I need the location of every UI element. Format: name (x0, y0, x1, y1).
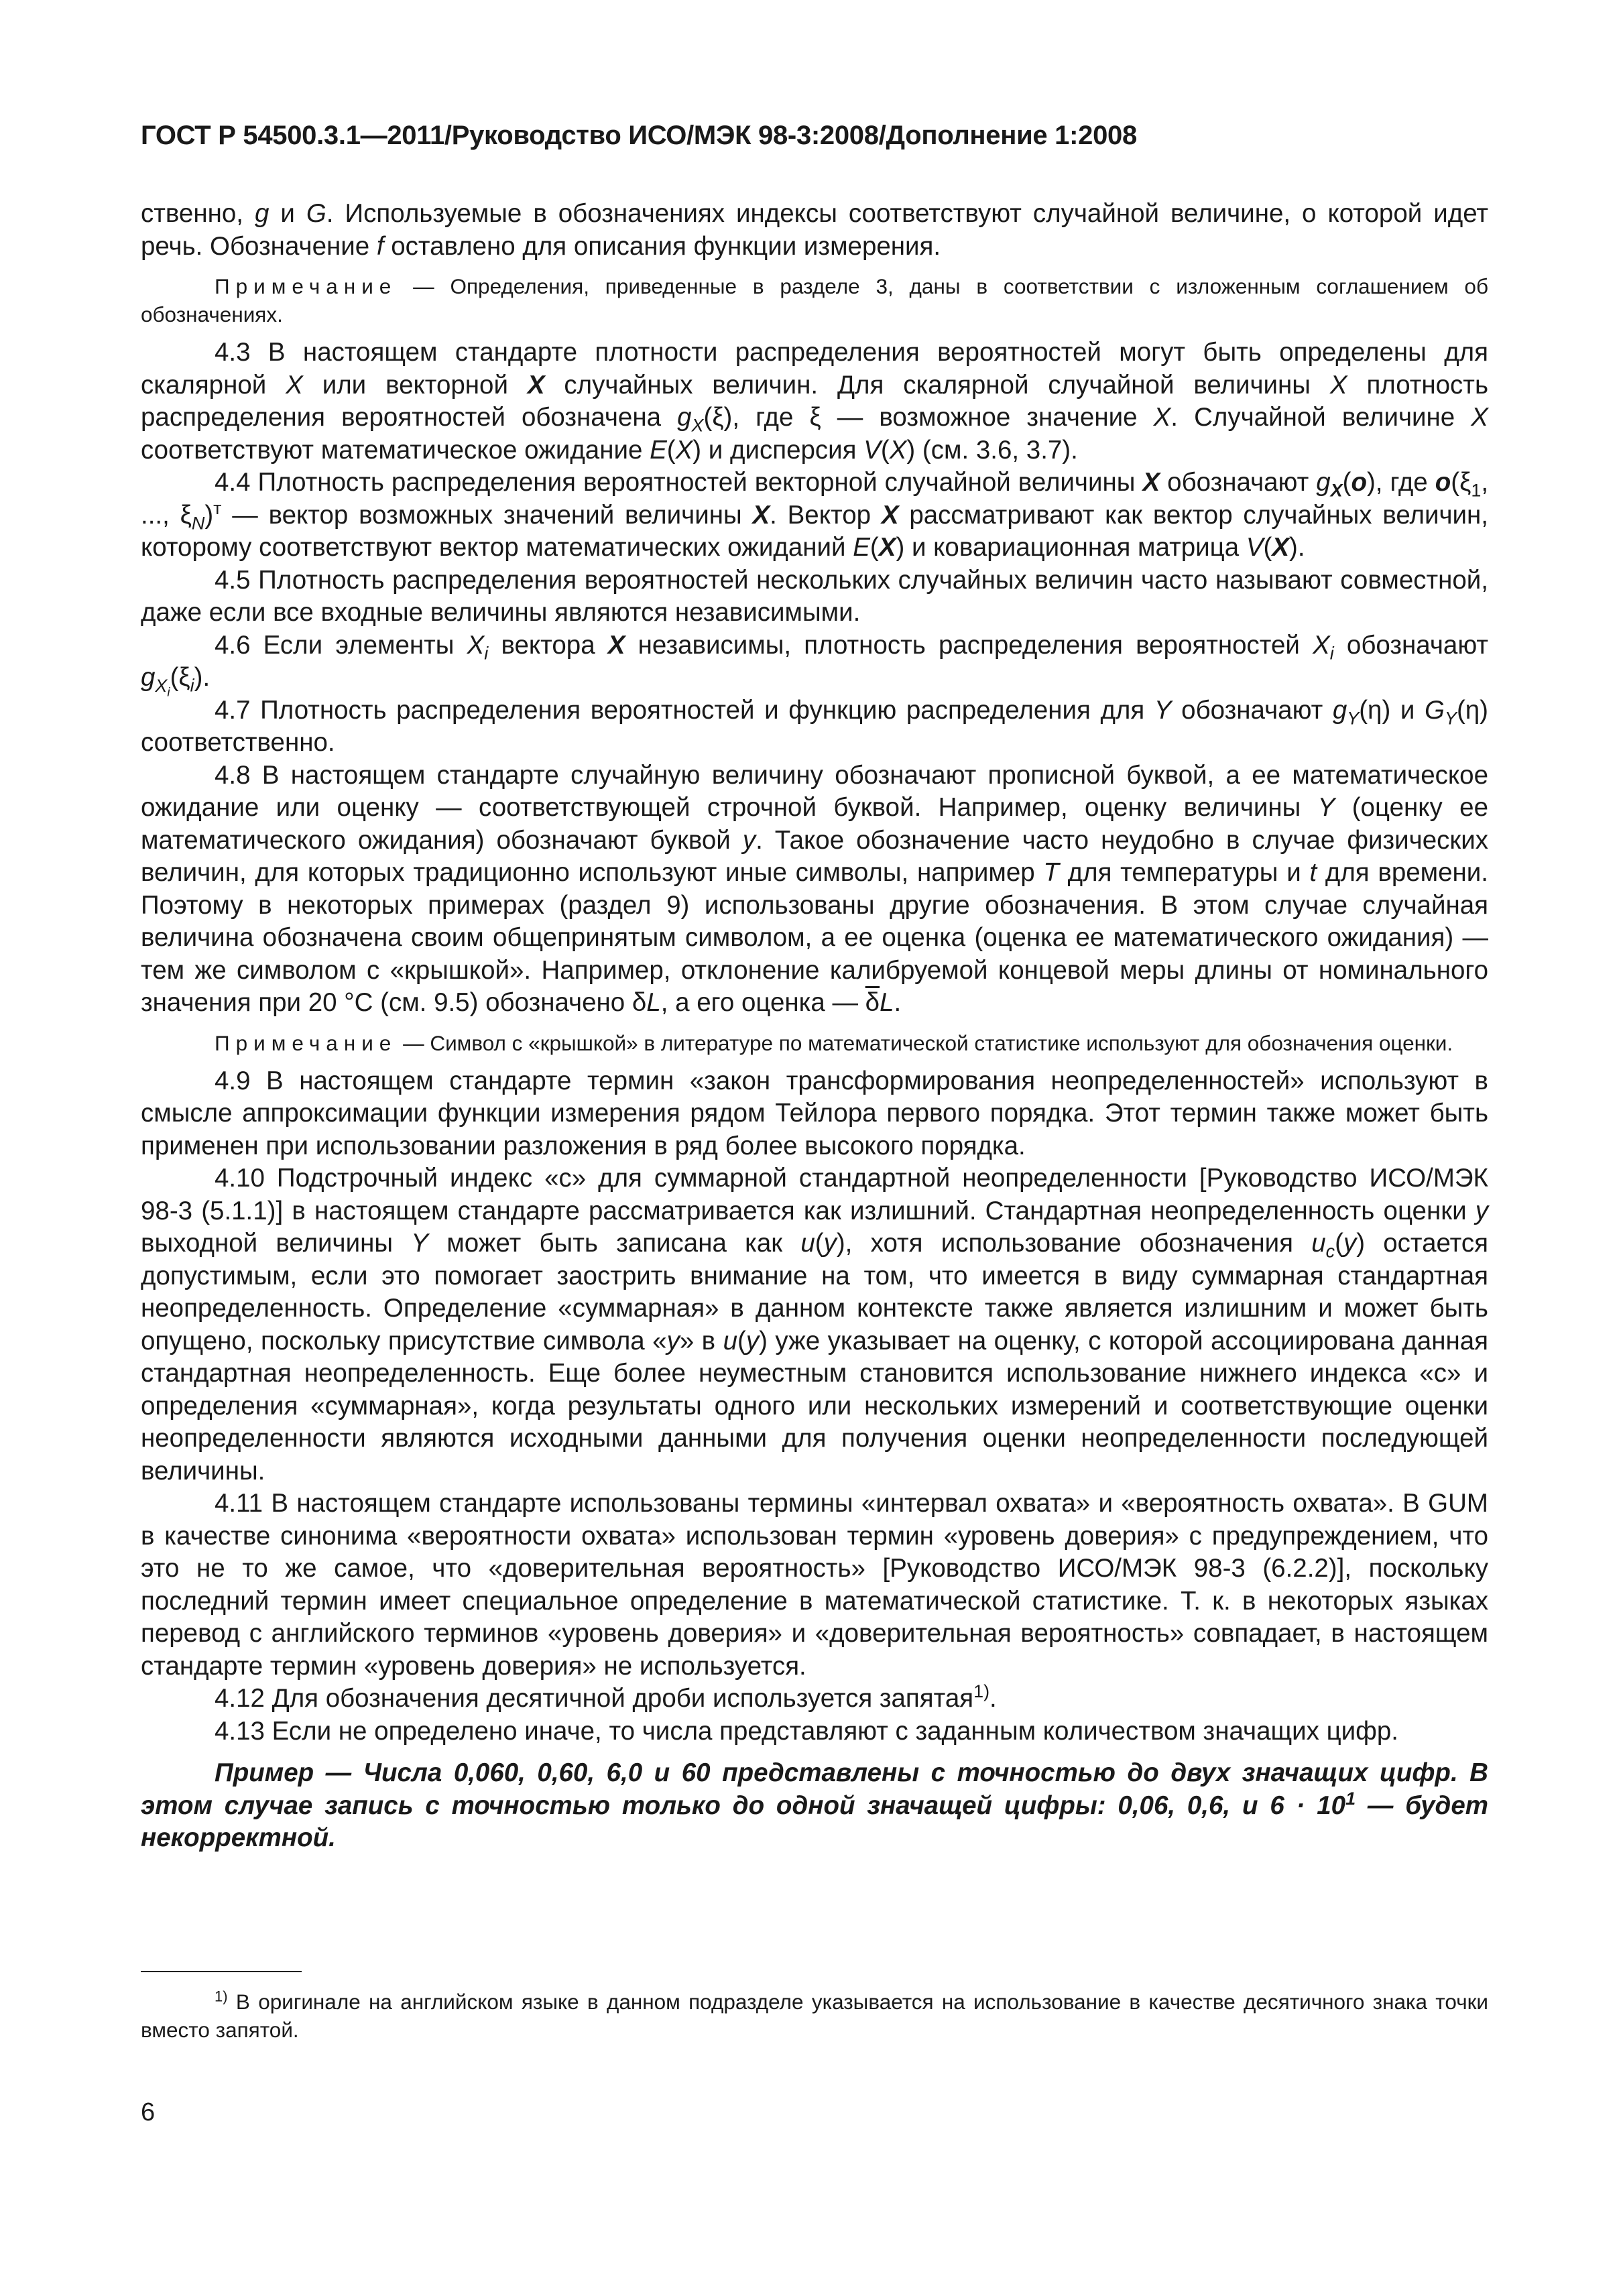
page-number: 6 (141, 2098, 156, 2126)
paragraph-continuation: ственно, g и G. Используемые в обозначениях индексы соответствуют случайной величине, о которой идет речь. Обозначение f оставлено для описания функции измерения. (141, 199, 1488, 261)
paragraph-4-11: 4.11 В настоящем стандарте использованы термины «интервал охвата» и «вероятность охвата». В GUM в качестве синонима «вероятности охвата» использован термин «уровень доверия» с предупреждением, что это не то же самое, что «доверительная вероятность» [Руководство ИСО/МЭК 98-3 (6.2.2)], поскольку последний термин имеет специальное определение в математической статистике. Т. к. в некоторых языках перевод с английского терминов «уровень доверия» и «доверительная вероятность» совпадает, в настоящем стандарте термин «уровень доверия» не используется. (141, 1489, 1488, 1681)
paragraph-4-3: 4.3 В настоящем стандарте плотности распределения вероятностей могут быть определены для скалярной X или векторной X случайных величин. Для скалярной случайной величины X плотность распределения вероятностей обозначена $g_X(\xi)$, где ξ — возможное значение X. Случайной величине X соответствуют математическое ожидание E(X) и дисперсия V(X) (см. 3.6, 3.7). (141, 338, 1489, 465)
paragraph-4-7: 4.7 Плотность распределения вероятностей и функцию распределения для Y обозначают $g_Y(\eta)$ и $G_Y(\eta)$ соответственно. (141, 695, 1488, 757)
paragraph-4-12: 4.12 Для обозначения десятичной дроби используется запятая$^{1)}$. (215, 1681, 997, 1713)
paragraph-4-4: 4.4 Плотность распределения вероятностей векторной случайной величины X обозначают $g_X(o)$, где $o(\xi_1$, ..., $\xi_N)^т$ — вектор возможных значений величины X. Вектор X рассматривают как вектор случайных величин, которому соответствуют вектор математических ожиданий E(X) и ковариационная матрица V(X). (141, 468, 1489, 562)
body-text (141, 198, 1488, 1855)
footnote: $^{1)}$ В оригинале на английском языке в данном подразделе указывается на использование в качестве десятичного знака точки вместо запятой. (141, 1988, 1488, 2042)
paragraph-4-6: 4.6 Если элементы $X_i$ вектора X независимы, плотность распределения вероятностей $X_i$ обозначают $g_{X_i}(\xi_i)$. (141, 630, 1488, 699)
note-1: Примечание — Определения, приведенные в разделе 3, даны в соответствии с изложенным соглашением об обозначениях. (141, 274, 1488, 326)
footnote-marker: 1) (215, 1988, 228, 2005)
page-header: ГОСТ Р 54500.3.1—2011/Руководство ИСО/МЭК 98-3:2008/Дополнение 1:2008 (141, 121, 1137, 150)
paragraph-4-10: 4.10 Подстрочный индекс «с» для суммарной стандартной неопределенности [Руководство ИСО/МЭК 98-3 (5.1.1)] в настоящем стандарте рассматривается как излишний. Стандартная неопределенность оценки y выходной величины Y может быть записана как u(y), хотя использование обозначения $u_c(y)$ остается допустимым, если это помогает заострить внимание на том, что имеется в виду суммарная стандартная неопределенность. Определение «суммарная» в данном контексте также является излишним и может быть опущено, поскольку присутствие символа «y» в u(y) уже указывает на оценку, с которой ассоциирована данная стандартная неопределенность. Еще более неуместным становится использование нижнего индекса «с» и определения «суммарная», когда результаты одного или нескольких измерений и соответствующие оценки неопределенности являются исходными данными для получения оценки неопределенности последующей величины. (141, 1164, 1489, 1486)
paragraph-4-8: 4.8 В настоящем стандарте случайную величину обозначают прописной буквой, а ее математическое ожидание или оценку — соответствующей строчной буквой. Например, оценку величины Y (оценку ее математического ожидания) обозначают буквой y. Такое обозначение часто неудобно в случае физических величин, для которых традиционно используют иные символы, например T для температуры и t для времени. Поэтому в некоторых примерах (раздел 9) использованы другие обозначения. В этом случае случайная величина обозначена своим общепринятым символом, а ее оценка (оценка ее математического ожидания) — тем же символом с «крышкой». Например, отклонение калибруемой концевой меры длины от номинального значения при 20 °С (см. 9.5) обозначено δL, а его оценка — $\overline{\delta}L$. (141, 760, 1488, 1017)
paragraph-4-13: 4.13 Если не определено иначе, то числа представляют с заданным количеством значащих цифр. (215, 1716, 1398, 1746)
note-2: Примечание — Символ с «крышкой» в литературе по математической статистике используют для обозначения оценки. (215, 1030, 1453, 1055)
paragraph-4-9: 4.9 В настоящем стандарте термин «закон трансформирования неопределенностей» используют в смысле аппроксимации функции измерения рядом Тейлора первого порядка. Этот термин также может быть применен при использовании разложения в ряд более высокого порядка. (141, 1066, 1488, 1160)
footnote-reference: 1) (973, 1681, 990, 1702)
footnote-divider (141, 1971, 302, 1972)
paragraph-4-5: 4.5 Плотность распределения вероятностей нескольких случайных величин часто называют совместной, даже если все входные величины являются независимыми. (141, 565, 1488, 627)
example-paragraph: Пример — Числа 0,060, 0,60, 6,0 и 60 представлены с точностью до двух значащих цифр. В этом случае запись с точностью только до одной значащей цифры: 0,06, 0,6, и $6 \cdot 10^1$ — будет некорректной. (141, 1758, 1488, 1852)
